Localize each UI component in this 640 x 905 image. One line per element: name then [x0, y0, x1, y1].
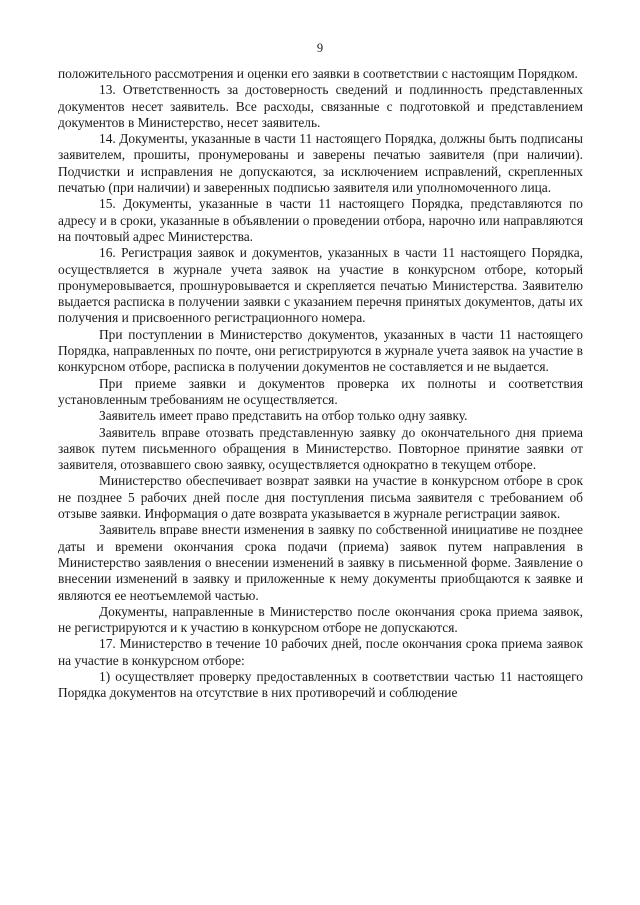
- paragraph-return: Министерство обеспечивает возврат заявки на участие в конкурсном отборе в срок не позднее 5 рабочих дней после дня поступления письма заявителя с требованием об отзыве заявки. Информация о дате возврата указывается в журнале регистрации заявок.: [58, 473, 583, 522]
- paragraph-16: 16. Регистрация заявок и документов, указанных в части 11 настоящего Порядка, осуществляется в журнале учета заявок на участие в конкурсном отборе, который пронумеровывается, прошнуровывается и скрепляется печатью Министерства. Заявителю выдается расписка в получении заявки с указанием перечня принятых документов, даты их получения и присвоенного регистрационного номера.: [58, 245, 583, 326]
- paragraph-14: 14. Документы, указанные в части 11 настоящего Порядка, должны быть подписаны заявителем, прошиты, пронумерованы и заверены печатью заявителя (при наличии). Подчистки и исправления не допускаются, за исключением исправлений, скрепленных печатью (при наличии) и заверенных подписью заявителя или уполномоченного лица.: [58, 131, 583, 196]
- paragraph-withdrawal: Заявитель вправе отозвать представленную заявку до окончательного дня приема заявок путем письменного обращения в Министерство. Повторное принятие заявки от заявителя, отозвавшего свою заявку, осуществляется однократно в текущем отборе.: [58, 424, 583, 473]
- paragraph-no-completeness-check: При приеме заявки и документов проверка их полноты и соответствия установленным требованиям не осуществляется.: [58, 375, 583, 407]
- paragraph-continuation: положительного рассмотрения и оценки его заявки в соответствии с настоящим Порядком.: [58, 66, 578, 81]
- paragraph-17-item-1: 1) осуществляет проверку предоставленных в соответствии частью 11 настоящего Порядка документов на отсутствие в них противоречий и соблюдение: [58, 668, 583, 701]
- paragraph-postal-submission: При поступлении в Министерство документов, указанных в части 11 настоящего Порядка, направленных по почте, они регистрируются в журнале учета заявок на участие в конкурсном отборе, расписка в получении документов не составляется и не выдается.: [58, 326, 583, 375]
- paragraph-amendments: Заявитель вправе внести изменения в заявку по собственной инициативе не позднее даты и времени окончания срока подачи (приема) заявок путем направления в Министерство заявления о внесении изменений в заявку в письменной форме. Заявление о внесении изменений в заявку и приложенные к нему документы приобщаются к заявке и являются ее неотъемлемой частью.: [58, 522, 583, 603]
- paragraph-17: 17. Министерство в течение 10 рабочих дней, после окончания срока приема заявок на участие в конкурсном отборе:: [58, 636, 583, 668]
- paragraph-single-application: Заявитель имеет право представить на отбор только одну заявку.: [99, 408, 468, 424]
- paragraph-13: 13. Ответственность за достоверность сведений и подлинность представленных документов несет заявитель. Все расходы, связанные с подготовкой и представлением документов в Министерство, несет заявитель.: [58, 82, 583, 130]
- document-text: [58, 66, 583, 702]
- page-number: 9: [316, 41, 324, 55]
- paragraph-15: 15. Документы, указанные в части 11 настоящего Порядка, представляются по адресу и в сроки, указанные в объявлении о проведении отбора, нарочно или направляются на почтовый адрес Министерства.: [58, 196, 583, 244]
- paragraph-late-documents: Документы, направленные в Министерство после окончания срока приема заявок, не регистрируются и к участию в конкурсном отборе не допускаются.: [58, 603, 583, 636]
